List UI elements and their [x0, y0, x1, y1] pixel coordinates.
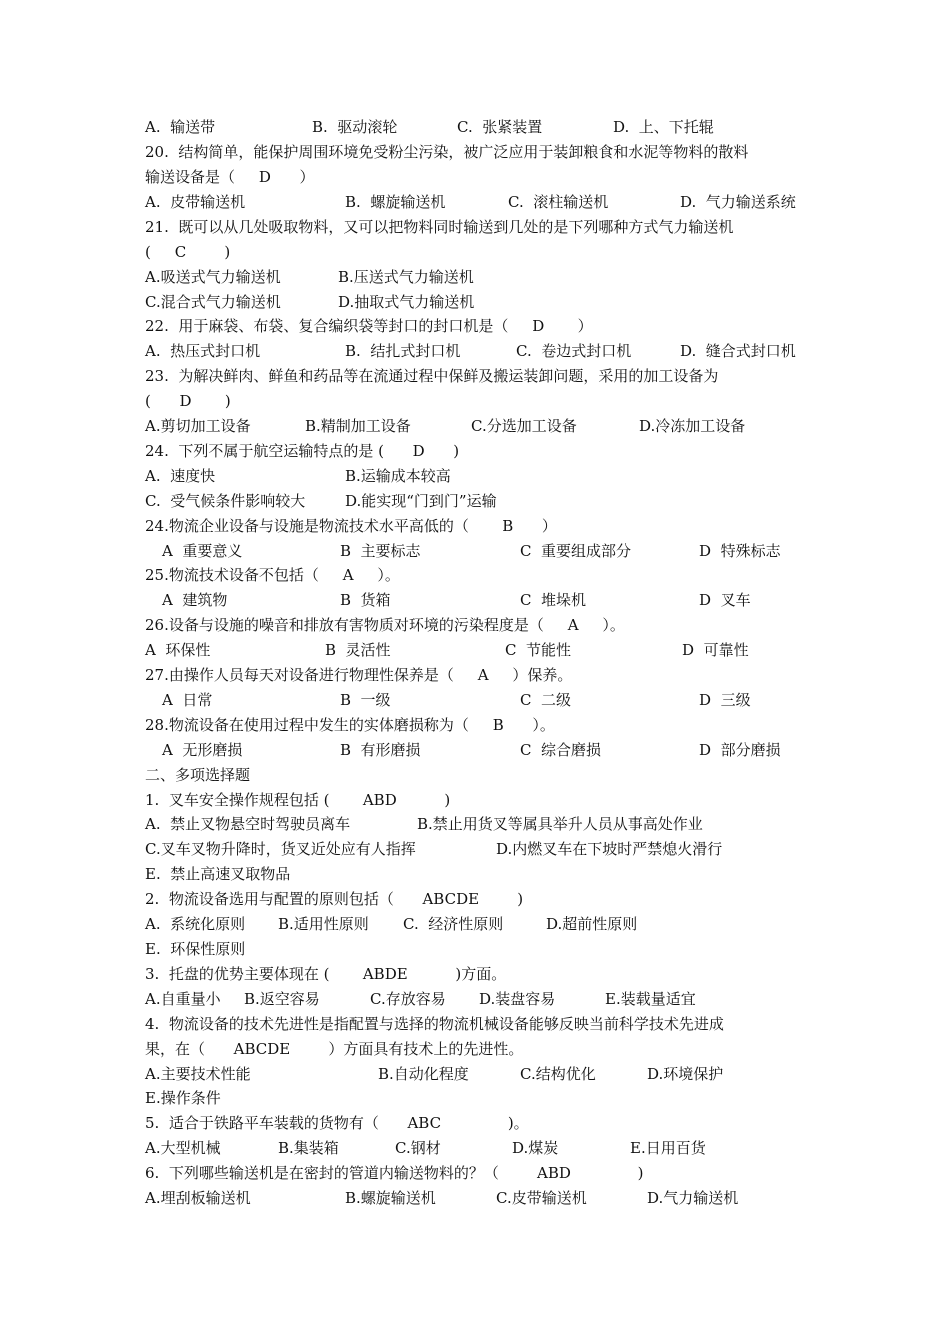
option: D. 气力输送系统 [680, 193, 796, 211]
option: D.抽取式气力输送机 [338, 293, 475, 311]
question-text: ( C ) [145, 243, 231, 261]
option: B.压送式气力输送机 [338, 268, 474, 286]
option: D.超前性原则 [546, 915, 638, 933]
option: A.埋刮板输送机 [145, 1189, 251, 1207]
option: D.能实现“门到门”运输 [345, 492, 497, 510]
option: B 一级 [340, 691, 391, 709]
option: C 节能性 [505, 641, 572, 659]
option: B.返空容易 [244, 990, 320, 1008]
question-text: 果，在（ ABCDE ）方面具有技术上的先进性。 [145, 1040, 524, 1058]
option: B.螺旋输送机 [345, 1189, 436, 1207]
option: B 主要标志 [340, 542, 421, 560]
option: D.气力输送机 [647, 1189, 739, 1207]
options-line [145, 190, 796, 214]
option: B. 结扎式封口机 [345, 342, 461, 360]
question-text: E. 禁止高速叉取物品 [145, 865, 291, 883]
option: C 综合磨损 [520, 741, 602, 759]
option: A.大型机械 [145, 1139, 221, 1157]
option: A.吸送式气力输送机 [145, 268, 281, 286]
option: A 日常 [162, 691, 213, 709]
option: C 二级 [520, 691, 572, 709]
option: C. 经济性原则 [403, 915, 504, 933]
option: B.适用性原则 [278, 915, 369, 933]
options-line [145, 1062, 724, 1086]
option: C.混合式气力输送机 [145, 293, 281, 311]
options-line [145, 464, 451, 488]
option: E.装载量适宜 [605, 990, 696, 1008]
options-line [145, 812, 703, 836]
question-text: 25.物流技术设备不包括（ A ）。 [145, 566, 400, 584]
option: A 建筑物 [162, 591, 228, 609]
option: B.自动化程度 [378, 1065, 469, 1083]
question-text: 26.设备与设施的噪音和排放有害物质对环境的污染程度是（ A ）。 [145, 616, 625, 634]
option: D 叉车 [699, 591, 751, 609]
option: D 三级 [699, 691, 751, 709]
option: D.装盘容易 [479, 990, 556, 1008]
question-text: 20. 结构简单，能保护周围环境免受粉尘污染，被广泛应用于装卸粮食和水泥等物料的散料 [145, 143, 749, 161]
option: B. 螺旋输送机 [345, 193, 446, 211]
option: B 灵活性 [325, 641, 391, 659]
option: B. 驱动滚轮 [312, 118, 398, 136]
option: C.结构优化 [520, 1065, 596, 1083]
options-line [145, 414, 746, 438]
option: C.分选加工设备 [471, 417, 577, 435]
option: D. 缝合式封口机 [680, 342, 796, 360]
option: A. 输送带 [145, 118, 216, 136]
option: C. 受气候条件影响较大 [145, 492, 306, 510]
option: D 部分磨损 [699, 741, 781, 759]
option: C. 卷边式封口机 [516, 342, 632, 360]
options-line [162, 738, 781, 762]
options-line [162, 688, 751, 712]
options-line [145, 837, 723, 861]
options-line [145, 1186, 739, 1210]
option: C.存放容易 [370, 990, 446, 1008]
option: D.环境保护 [647, 1065, 724, 1083]
option: B 货箱 [340, 591, 391, 609]
option: D 特殊标志 [699, 542, 781, 560]
question-text: 24.物流企业设备与设施是物流技术水平高低的（ B ） [145, 517, 557, 535]
option: C.钢材 [395, 1139, 441, 1157]
option: A.剪切加工设备 [145, 417, 251, 435]
options-line [145, 638, 749, 662]
option: B.禁止用货叉等属具举升人员从事高处作业 [417, 815, 703, 833]
option: C.皮带输送机 [496, 1189, 587, 1207]
option: C. 滚柱输送机 [508, 193, 609, 211]
option: C 重要组成部分 [520, 542, 632, 560]
question-text: 24. 下列不属于航空运输特点的是 ( D ) [145, 442, 460, 460]
option: A 重要意义 [162, 542, 243, 560]
option: C 堆垛机 [520, 591, 587, 609]
options-line [145, 489, 497, 513]
question-text: 2. 物流设备选用与配置的原则包括（ ABCDE ) [145, 890, 524, 908]
option: B.集装箱 [278, 1139, 339, 1157]
question-text: E. 环保性原则 [145, 940, 246, 958]
option: E.日用百货 [630, 1139, 706, 1157]
options-line [162, 588, 751, 612]
options-line [145, 265, 474, 289]
question-text: 28.物流设备在使用过程中发生的实体磨损称为（ B ）。 [145, 716, 555, 734]
question-text: 27.由操作人员每天对设备进行物理性保养是（ A ）保养。 [145, 666, 573, 684]
option: A. 热压式封口机 [145, 342, 261, 360]
option: B.运输成本较高 [345, 467, 451, 485]
option: C. 张紧装置 [457, 118, 543, 136]
option: A.自重量小 [145, 990, 221, 1008]
option: A.主要技术性能 [145, 1065, 251, 1083]
options-line [145, 987, 696, 1011]
option: D.内燃叉车在下坡时严禁熄火滑行 [496, 840, 723, 858]
options-line [145, 339, 796, 363]
question-text: 21. 既可以从几处吸取物料，又可以把物料同时输送到几处的是下列哪种方式气力输送机 [145, 218, 734, 236]
option: A 环保性 [145, 641, 211, 659]
question-text: 1. 叉车安全操作规程包括 ( ABD ) [145, 791, 451, 809]
option: A. 皮带输送机 [145, 193, 246, 211]
question-text: 输送设备是（ D ） [145, 168, 315, 186]
options-line [145, 115, 714, 139]
question-text: 23. 为解决鲜肉、鲜鱼和药品等在流通过程中保鲜及搬运装卸问题，采用的加工设备为 [145, 367, 719, 385]
question-text: 3. 托盘的优势主要体现在 ( ABDE )方面。 [145, 965, 507, 983]
option: D.冷冻加工设备 [639, 417, 746, 435]
options-line [145, 1136, 706, 1160]
options-line [145, 912, 638, 936]
question-text: 6. 下列哪些输送机是在密封的管道内输送物料的？（ ABD ) [145, 1164, 644, 1182]
option: D.煤炭 [512, 1139, 559, 1157]
section-heading: 二、多项选择题 [145, 766, 251, 784]
question-text: ( D ) [145, 392, 231, 410]
option: A. 系统化原则 [145, 915, 246, 933]
option: B.精制加工设备 [305, 417, 411, 435]
question-text: 5. 适合于铁路平车装载的货物有（ ABC )。 [145, 1114, 529, 1132]
option: D 可靠性 [682, 641, 749, 659]
question-text: 22. 用于麻袋、布袋、复合编织袋等封口的封口机是（ D ） [145, 317, 593, 335]
options-line [162, 539, 781, 563]
question-text: 4. 物流设备的技术先进性是指配置与选择的物流机械设备能够反映当前科学技术先进成 [145, 1015, 724, 1033]
option: D. 上、下托辊 [613, 118, 714, 136]
option: A 无形磨损 [162, 741, 243, 759]
option: C.叉车叉物升降时，货叉近处应有人指挥 [145, 840, 416, 858]
options-line [145, 290, 475, 314]
question-text: E.操作条件 [145, 1089, 221, 1107]
option: B 有形磨损 [340, 741, 421, 759]
option: A. 速度快 [145, 467, 216, 485]
option: A. 禁止叉物悬空时驾驶员离车 [145, 815, 351, 833]
